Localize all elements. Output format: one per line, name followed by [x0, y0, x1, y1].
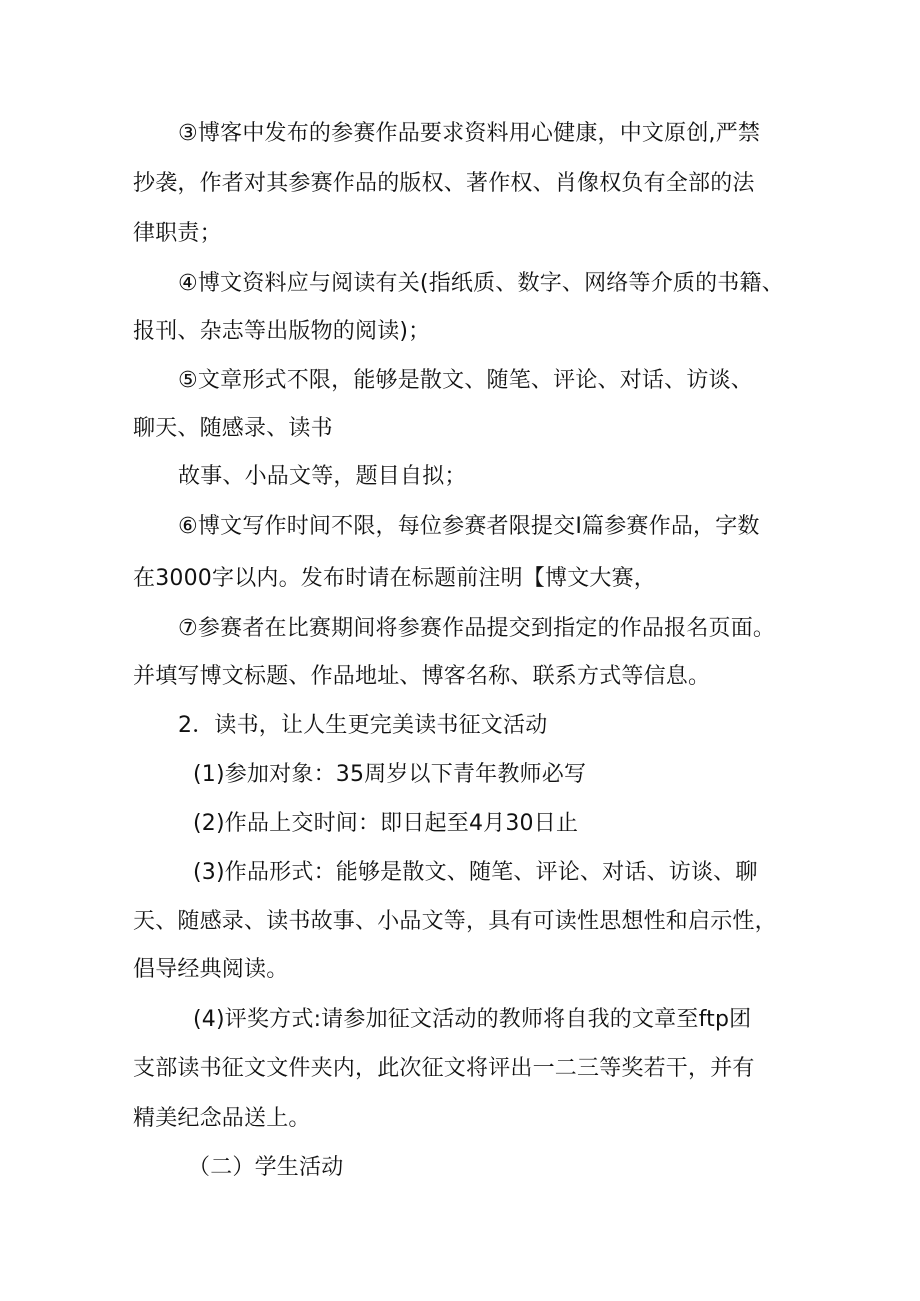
sub-item-1: (1)参加对象：35周岁以下青年教师必写: [193, 762, 587, 787]
sub-item-3-line-2: 天、随感录、读书故事、小品文等，具有可读性思想性和启示性，: [133, 909, 777, 934]
item-7-line-1: ⑦参赛者在比赛期间将参赛作品提交到指定的作品报名页面。: [178, 616, 776, 641]
item-3-line-3: 律职责；: [133, 221, 222, 246]
sub-item-4-line-2: 支部读书征文文件夹内，此次征文将评出一二三等奖若干，并有: [133, 1056, 755, 1081]
item-5-line-1: ⑤文章形式不限，能够是散文、随笔、评论、对话、访谈、: [178, 368, 753, 393]
item-3-line-1: ③博客中发布的参赛作品要求资料用心健康，中文原创,严禁: [178, 121, 761, 146]
sub-item-3-line-3: 倡导经典阅读。: [133, 957, 289, 982]
item-6-line-2: 在3000字以内。发布时请在标题前注明【博文大赛，: [133, 566, 656, 591]
sub-item-2: (2)作品上交时间：即日起至4月30日止: [193, 811, 579, 836]
item-5-line-2: 聊天、随感录、读书: [133, 416, 333, 441]
sub-item-4-line-3: 精美纪念品送上。: [133, 1106, 311, 1131]
sub-item-3-line-1: (3)作品形式：能够是散文、随笔、评论、对话、访谈、聊: [193, 860, 758, 885]
item-7-line-2: 并填写博文标题、作品地址、博客名称、联系方式等信息。: [133, 664, 711, 689]
section-heading-student-activities: （二）学生活动: [188, 1155, 344, 1180]
sub-item-4-line-1: (4)评奖方式:请参加征文活动的教师将自我的文章至ftp团: [193, 1007, 752, 1032]
item-4-line-1: ④博文资料应与阅读有关(指纸质、数字、网络等介质的书籍、: [178, 271, 784, 296]
item-5-line-3: 故事、小品文等，题目自拟；: [178, 464, 467, 489]
item-6-line-1: ⑥博文写作时间不限，每位参赛者限提交I篇参赛作品，字数: [178, 514, 760, 539]
item-3-line-2: 抄袭，作者对其参赛作品的版权、著作权、肖像权负有全部的法: [133, 171, 755, 196]
item-4-line-2: 报刊、杂志等出版物的阅读)；: [133, 319, 431, 344]
section-2-heading: 2．读书，让人生更完美读书征文活动: [178, 713, 548, 738]
